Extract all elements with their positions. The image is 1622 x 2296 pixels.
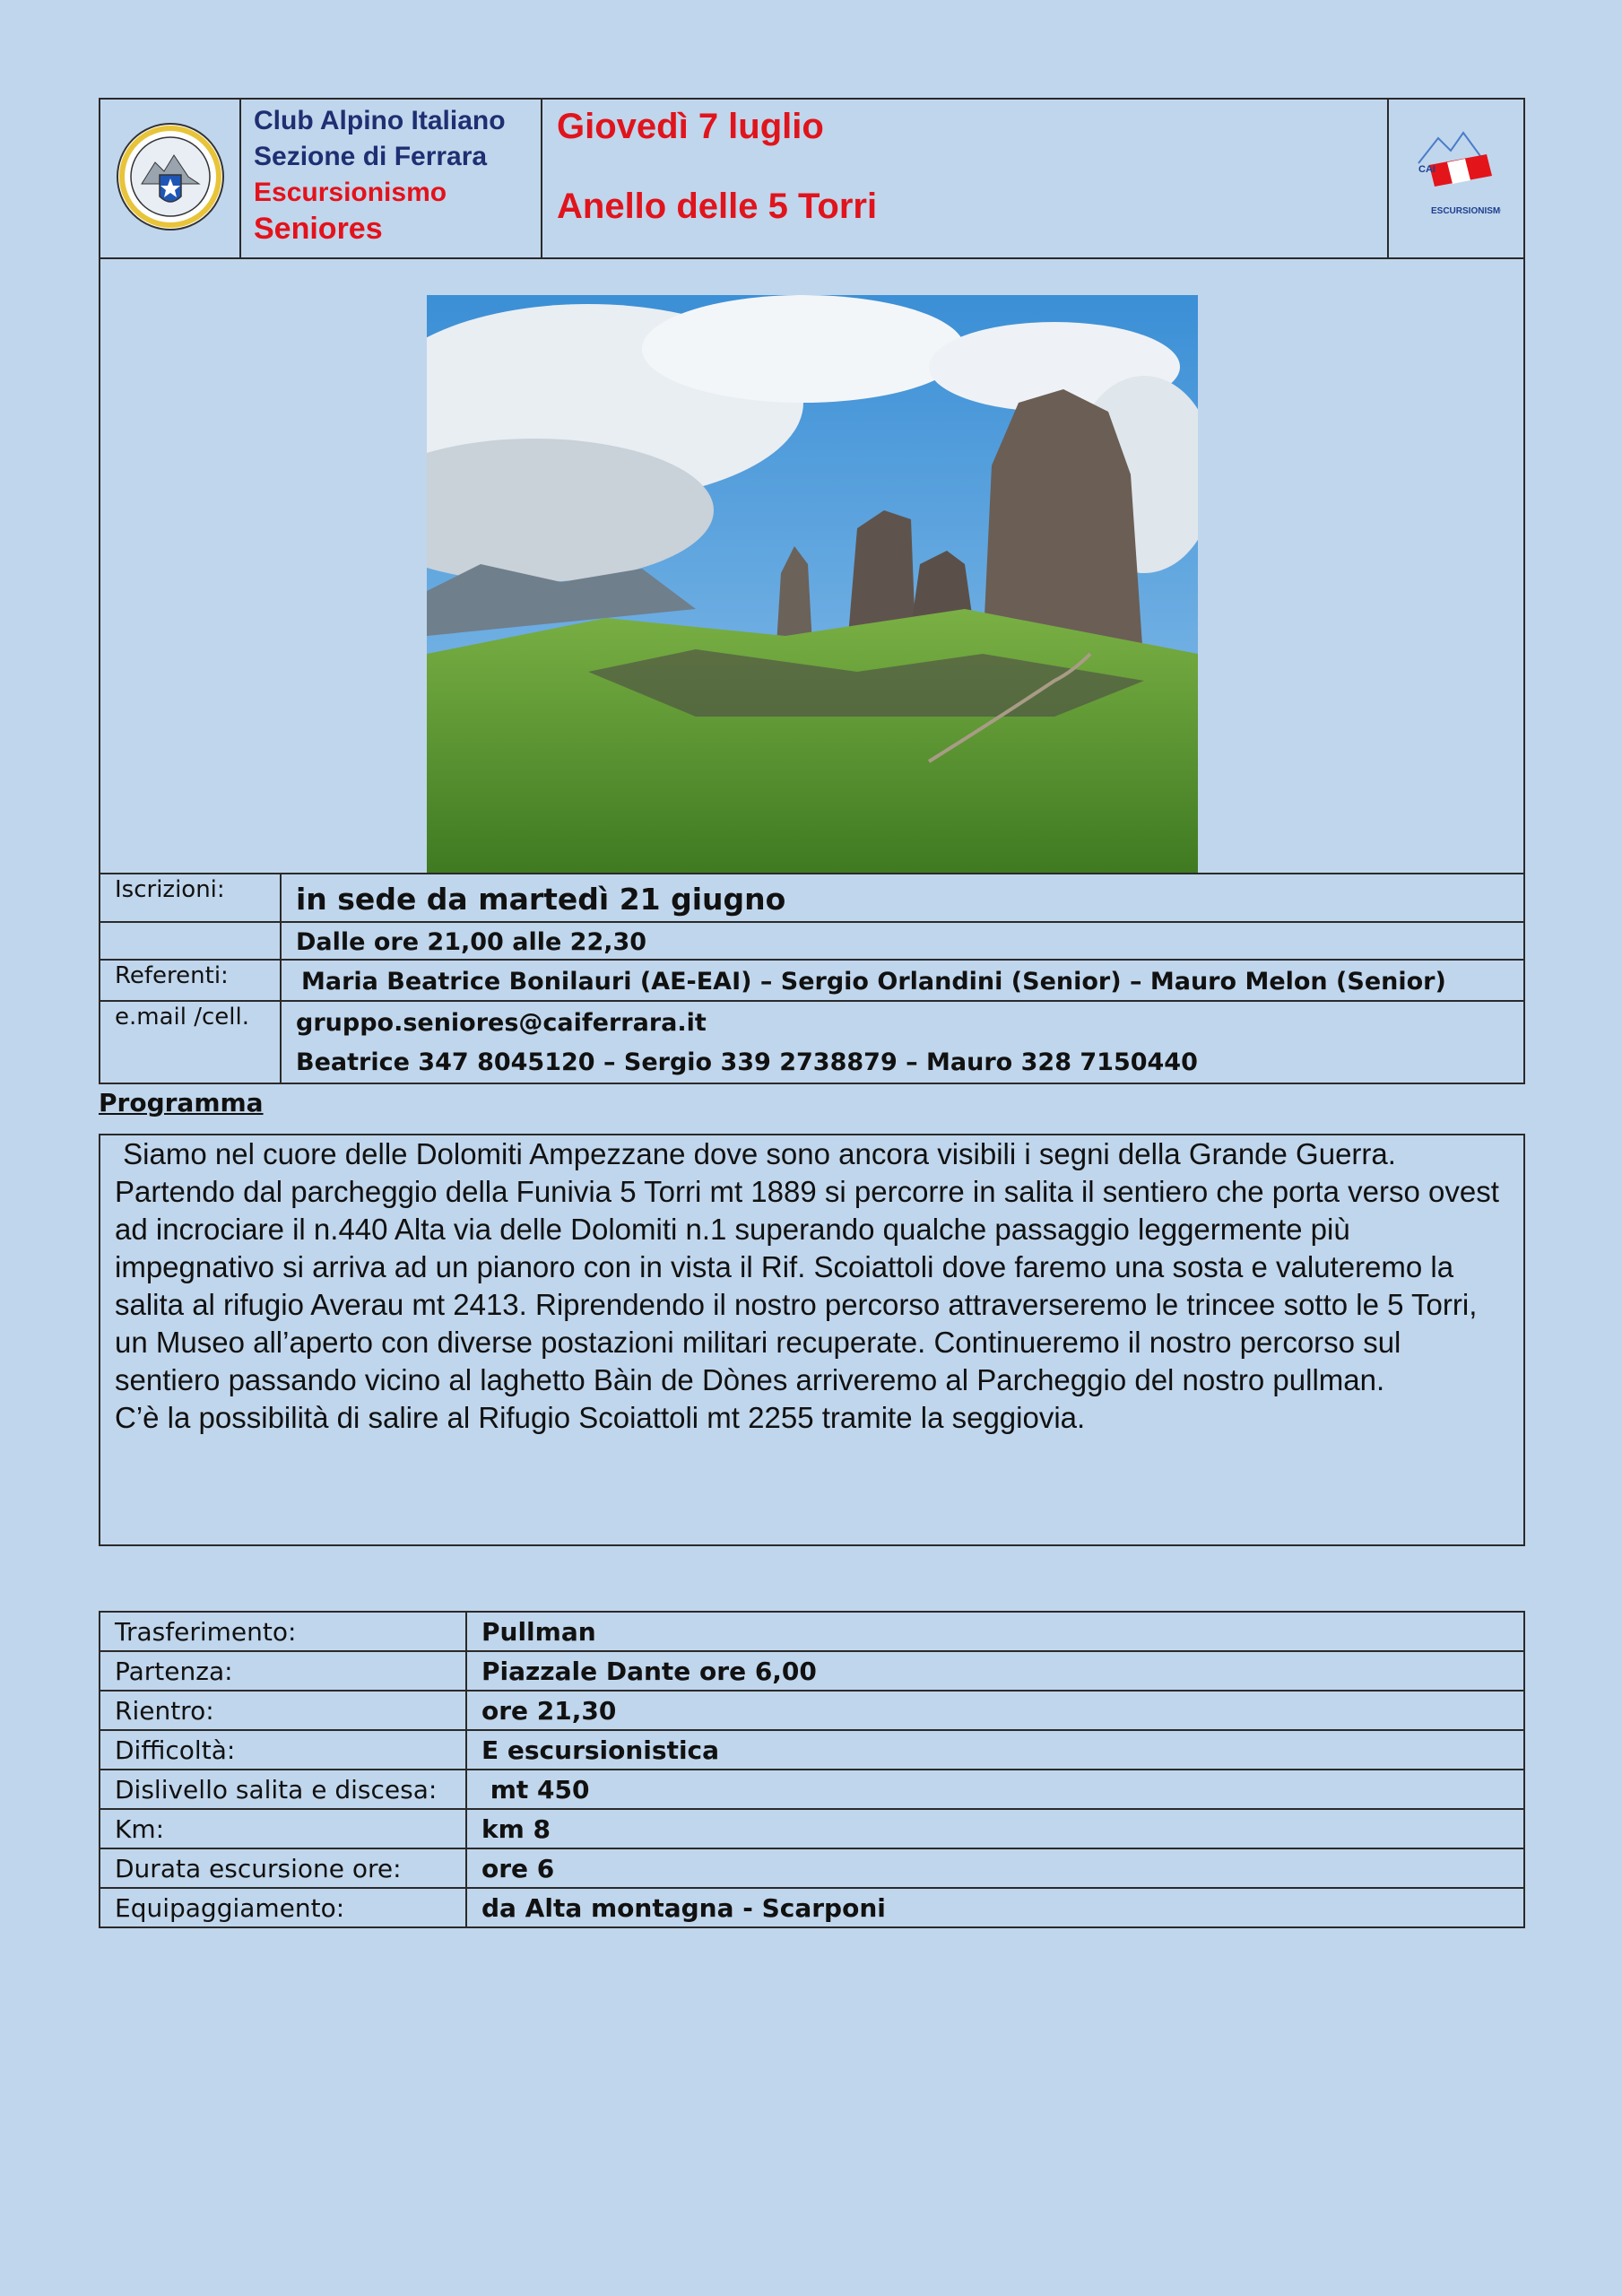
details-value: Piazzale Dante ore 6,00 bbox=[466, 1651, 1524, 1691]
iscrizioni-label: Iscrizioni: bbox=[100, 874, 281, 922]
details-row bbox=[100, 1612, 1524, 1651]
details-value: E escursionistica bbox=[466, 1730, 1524, 1770]
details-row bbox=[100, 1809, 1524, 1848]
email-value: gruppo.seniores@caiferrara.it bbox=[296, 1009, 707, 1037]
title-cell bbox=[542, 99, 1388, 258]
details-row bbox=[100, 1770, 1524, 1809]
programma-text: Siamo nel cuore delle Dolomiti Ampezzane dove sono ancora visibili i segni della Grande Guerra. Partendo dal parcheggio della Funivia 5 Torri mt 1889 si percorre in salita il sentiero che porta verso ovest ad incrociare il n.440 Alta via delle Dolomiti n.1 superando qualche passaggio leggermente più impegnativo si arriva ad un pianoro con in vista il Rif. Scoiattoli dove faremo una sosta e valuteremo la salita al rifugio Averau mt 2413. Riprendendo il nostro percorso attraverseremo le trincee sotto le 5 Torri, un Museo all’aperto con diverse postazioni militari recuperate. Continueremo il nostro percorso sul sentiero passando vicino al laghetto Bàin de Dònes arriveremo al Parcheggio del nostro pullman. C’è la possibilità di salire al Rifugio Scoiattoli mt 2255 tramite la seggiovia. bbox=[99, 1134, 1525, 1546]
details-label: Durata escursione ore: bbox=[100, 1848, 466, 1888]
details-row bbox=[100, 1691, 1524, 1730]
details-label: Dislivello salita e discesa: bbox=[100, 1770, 466, 1809]
cai-ferrara-seal-icon bbox=[115, 121, 226, 232]
details-value: Pullman bbox=[466, 1612, 1524, 1651]
details-label: Partenza: bbox=[100, 1651, 466, 1691]
event-title: Anello delle 5 Torri bbox=[557, 187, 878, 226]
details-label: Trasferimento: bbox=[100, 1612, 466, 1651]
info-table bbox=[99, 873, 1525, 1084]
details-table bbox=[99, 1611, 1525, 1928]
club-name-line-2: Sezione di Ferrara bbox=[254, 142, 488, 171]
details-row bbox=[100, 1888, 1524, 1927]
orario-label-empty bbox=[100, 922, 281, 960]
cai-escursionismo-logo-icon bbox=[1411, 127, 1501, 226]
section-name: Escursionismo bbox=[254, 178, 447, 207]
flyer bbox=[99, 98, 1525, 1928]
event-date: Giovedì 7 luglio bbox=[557, 107, 824, 146]
details-value: mt 450 bbox=[466, 1770, 1524, 1809]
details-row bbox=[100, 1651, 1524, 1691]
contatti-value bbox=[281, 1001, 1524, 1083]
details-value: km 8 bbox=[466, 1809, 1524, 1848]
details-label: Difficoltà: bbox=[100, 1730, 466, 1770]
phones-value: Beatrice 347 8045120 – Sergio 339 2738879 – Mauro 328 7150440 bbox=[296, 1048, 1198, 1076]
details-value: ore 6 bbox=[466, 1848, 1524, 1888]
orario-value: Dalle ore 21,00 alle 22,30 bbox=[281, 922, 1524, 960]
details-row bbox=[100, 1848, 1524, 1888]
photo-block bbox=[99, 259, 1525, 873]
cinque-torri-photo bbox=[427, 295, 1198, 873]
details-label: Km: bbox=[100, 1809, 466, 1848]
club-name-cell bbox=[240, 99, 542, 258]
header-table bbox=[99, 98, 1525, 259]
referenti-label: Referenti: bbox=[100, 960, 281, 1001]
club-name-line-1: Club Alpino Italiano bbox=[254, 106, 506, 135]
details-value: ore 21,30 bbox=[466, 1691, 1524, 1730]
cai-logo-text: CAI bbox=[1418, 163, 1436, 175]
cai-ferrara-logo-cell bbox=[100, 99, 240, 258]
details-value: da Alta montagna - Scarponi bbox=[466, 1888, 1524, 1927]
cai-escursionismo-logo-cell bbox=[1388, 99, 1524, 258]
details-label: Rientro: bbox=[100, 1691, 466, 1730]
group-name: Seniores bbox=[254, 212, 383, 246]
iscrizioni-value: in sede da martedì 21 giugno bbox=[281, 874, 1524, 922]
programma-heading: Programma bbox=[99, 1088, 264, 1118]
details-row bbox=[100, 1730, 1524, 1770]
details-label: Equipaggiamento: bbox=[100, 1888, 466, 1927]
referenti-value: Maria Beatrice Bonilauri (AE-EAI) – Sergio Orlandini (Senior) – Mauro Melon (Senior) bbox=[281, 960, 1524, 1001]
contatti-label: e.mail /cell. bbox=[100, 1001, 281, 1083]
cai-logo-subtext: ESCURSIONISMO bbox=[1431, 205, 1501, 216]
